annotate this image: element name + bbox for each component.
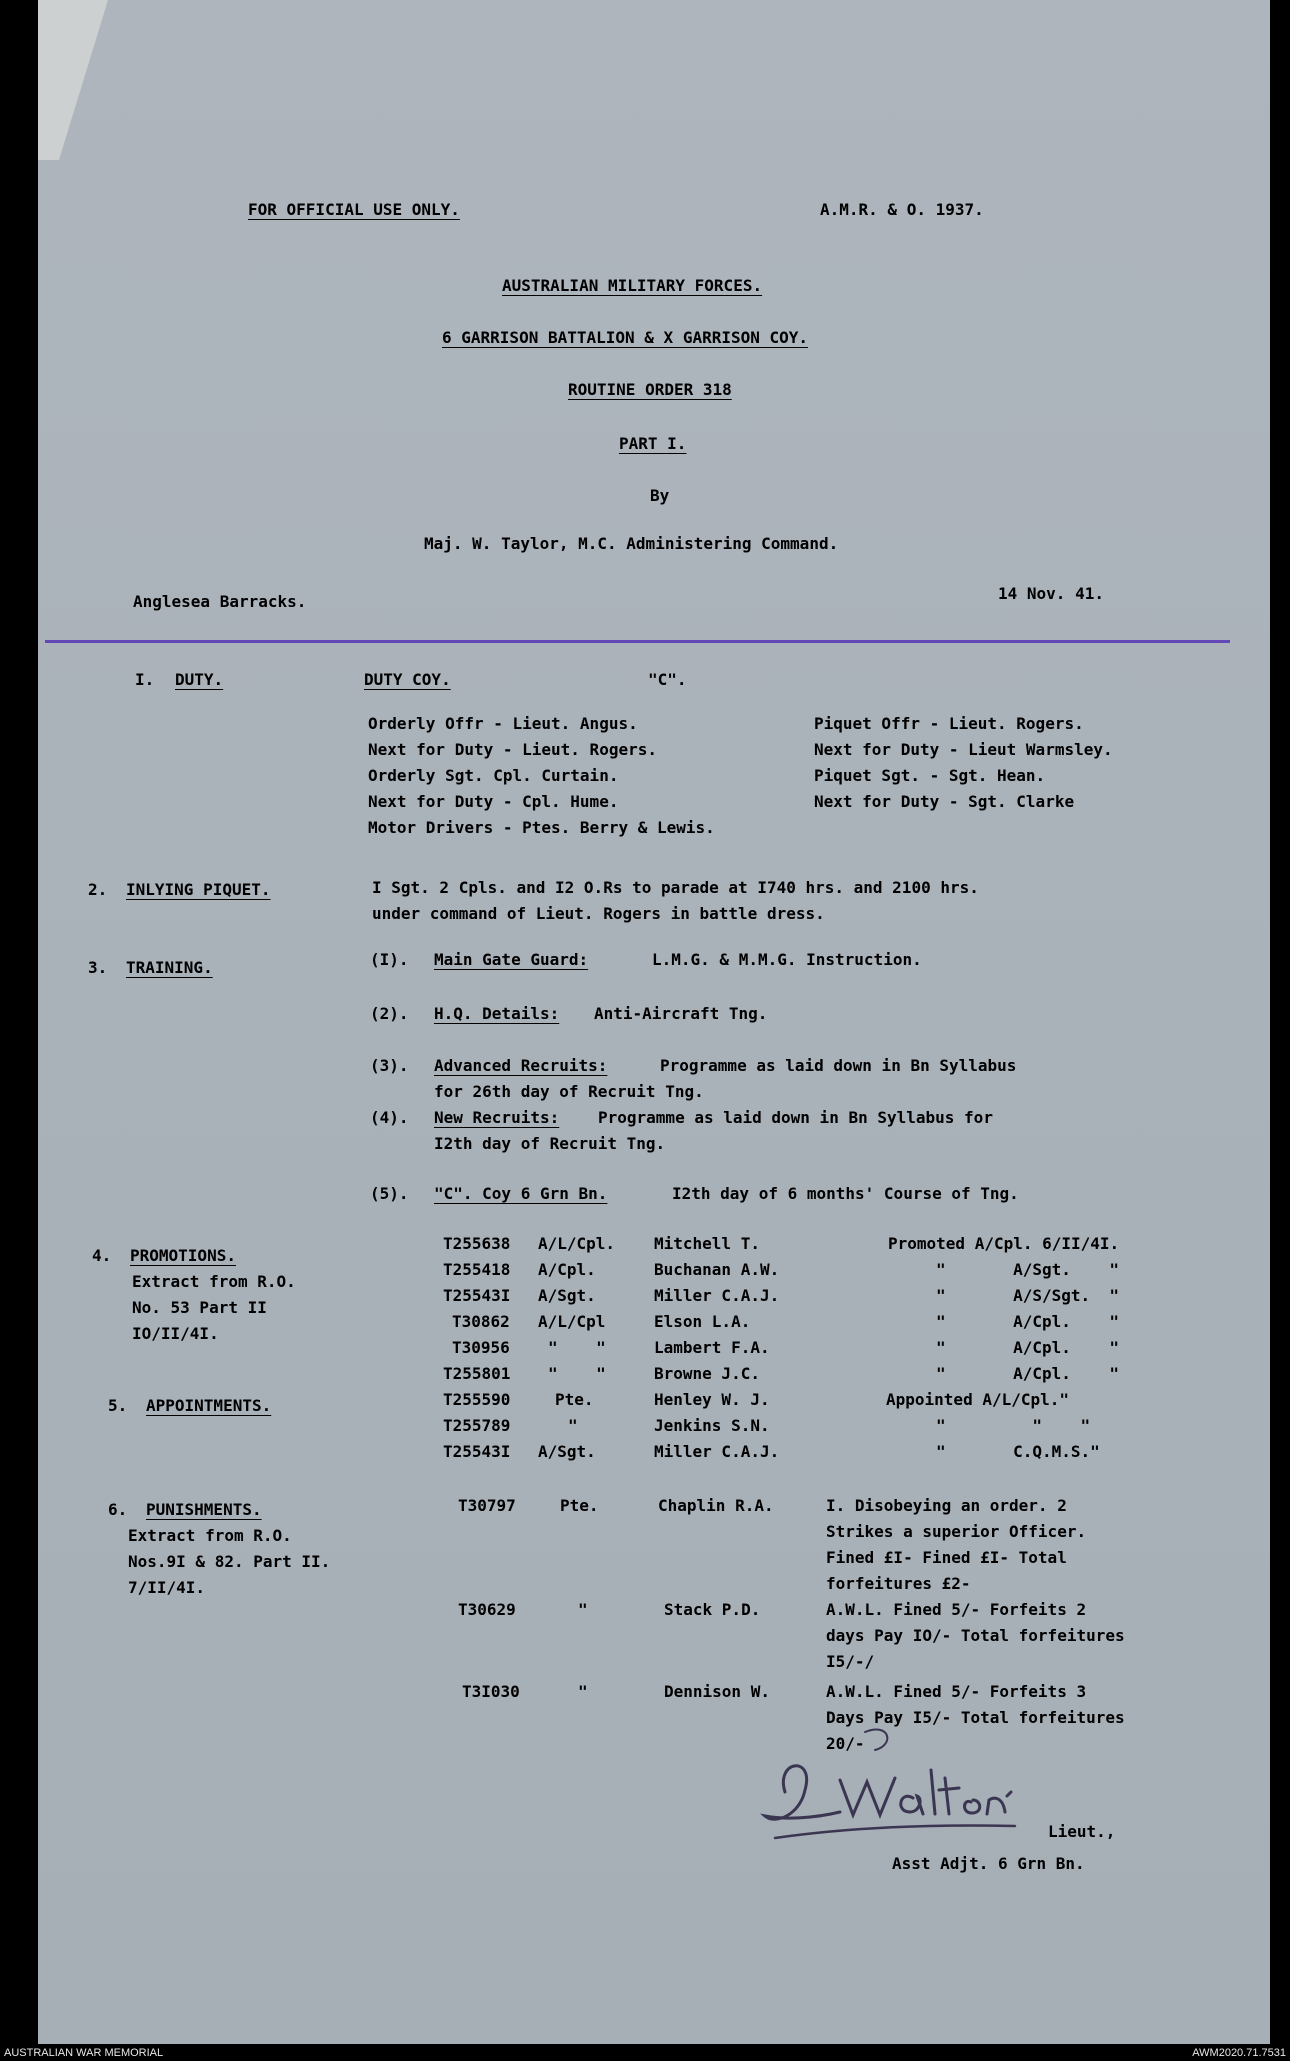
rank: " — [578, 1682, 588, 1701]
action: Promoted A/Cpl. 6/II/4I. — [888, 1234, 1120, 1253]
training-item-number: (2). — [370, 1004, 409, 1023]
soldier-name: Stack P.D. — [664, 1600, 761, 1619]
service-number: T255418 — [443, 1260, 511, 1279]
section-number: I. — [135, 670, 155, 689]
service-number: T25543I — [443, 1286, 511, 1305]
action: " A/Cpl. " — [936, 1364, 1120, 1383]
offence-line: 20/- — [826, 1734, 865, 1753]
rank: Pte. — [555, 1390, 594, 1409]
section-heading-training: TRAINING. — [126, 958, 213, 977]
rank: Pte. — [560, 1496, 599, 1515]
section-heading-appointments: APPOINTMENTS. — [146, 1396, 272, 1415]
soldier-name: Miller C.A.J. — [654, 1286, 780, 1305]
service-number: T30862 — [452, 1312, 510, 1331]
reference: A.M.R. & O. 1937. — [820, 200, 984, 219]
offence-line: Days Pay I5/- Total forfeitures — [826, 1708, 1125, 1727]
extract-line: No. 53 Part II — [132, 1298, 267, 1317]
duty-left-line: Next for Duty - Lieut. Rogers. — [368, 740, 657, 759]
section-number: 5. — [108, 1396, 128, 1415]
training-item-number: (4). — [370, 1108, 409, 1127]
training-item-text: Programme as laid down in Bn Syllabus for — [598, 1108, 993, 1127]
training-item-heading: "C". Coy 6 Grn Bn. — [434, 1184, 608, 1203]
offence-line: Fined £I- Fined £I- Total — [826, 1548, 1067, 1567]
soldier-name: Browne J.C. — [654, 1364, 760, 1383]
archive-footer — [0, 2046, 1290, 2061]
duty-left-line: Next for Duty - Cpl. Hume. — [368, 792, 619, 811]
action: " A/Sgt. " — [936, 1260, 1120, 1279]
service-number: T255638 — [443, 1234, 511, 1253]
soldier-name: Buchanan A.W. — [654, 1260, 780, 1279]
training-item-text: Programme as laid down in Bn Syllabus — [660, 1056, 1017, 1075]
training-item-heading: New Recruits: — [434, 1108, 560, 1127]
training-item-text: I2th day of 6 months' Course of Tng. — [672, 1184, 1019, 1203]
soldier-name: Chaplin R.A. — [658, 1496, 774, 1515]
unit-title: 6 GARRISON BATTALION & X GARRISON COY. — [442, 328, 809, 347]
location: Anglesea Barracks. — [133, 592, 307, 611]
training-item-number: (I). — [370, 950, 409, 969]
service-number: T255590 — [443, 1390, 511, 1409]
training-item-continuation: for 26th day of Recruit Tng. — [434, 1082, 704, 1101]
org-title: AUSTRALIAN MILITARY FORCES. — [502, 276, 763, 295]
rank: A/Cpl. — [538, 1260, 596, 1279]
action: " C.Q.M.S." — [936, 1442, 1100, 1461]
signatory-title: Asst Adjt. 6 Grn Bn. — [892, 1854, 1085, 1873]
section-number: 3. — [88, 958, 108, 977]
section-number: 4. — [92, 1246, 112, 1265]
service-number: T255789 — [443, 1416, 511, 1435]
date: 14 Nov. 41. — [998, 584, 1104, 603]
training-item-heading: Advanced Recruits: — [434, 1056, 608, 1075]
section-number: 2. — [88, 880, 108, 899]
section-number: 6. — [108, 1500, 128, 1519]
rank: A/L/Cpl. — [538, 1234, 616, 1253]
offence-line: A.W.L. Fined 5/- Forfeits 2 — [826, 1600, 1087, 1619]
divider — [45, 640, 1230, 643]
duty-right-line: Next for Duty - Lieut Warmsley. — [814, 740, 1113, 759]
signatory-rank: Lieut., — [1048, 1822, 1116, 1841]
soldier-name: Miller C.A.J. — [654, 1442, 780, 1461]
action: Appointed A/L/Cpl." — [886, 1390, 1070, 1409]
service-number: T30956 — [452, 1338, 510, 1357]
offence-line: forfeitures £2- — [826, 1574, 971, 1593]
handwritten-signature — [745, 1720, 1045, 1850]
training-item-continuation: I2th day of Recruit Tng. — [434, 1134, 666, 1153]
duty-left-line: Orderly Sgt. Cpl. Curtain. — [368, 766, 619, 785]
section-heading-inlying-piquet: INLYING PIQUET. — [126, 880, 271, 899]
archive-name: AUSTRALIAN WAR MEMORIAL — [4, 2047, 164, 2059]
soldier-name: Dennison W. — [664, 1682, 770, 1701]
offence-line: I5/-/ — [826, 1652, 875, 1671]
extract-line: Extract from R.O. — [132, 1272, 296, 1291]
soldier-name: Elson L.A. — [654, 1312, 751, 1331]
training-item-text: L.M.G. & M.M.G. Instruction. — [652, 950, 922, 969]
offence-line: days Pay IO/- Total forfeitures — [826, 1626, 1125, 1645]
by-label: By — [650, 486, 670, 505]
extract-line: 7/II/4I. — [128, 1578, 206, 1597]
archive-reference: AWM2020.71.7531 — [1192, 2047, 1286, 2059]
offence-line: Strikes a superior Officer. — [826, 1522, 1087, 1541]
extract-line: Extract from R.O. — [128, 1526, 292, 1545]
extract-line: IO/II/4I. — [132, 1324, 219, 1343]
training-item-heading: H.Q. Details: — [434, 1004, 560, 1023]
rank: " — [568, 1416, 578, 1435]
training-item-number: (5). — [370, 1184, 409, 1203]
duty-left-line: Orderly Offr - Lieut. Angus. — [368, 714, 638, 733]
inlying-line: under command of Lieut. Rogers in battle dress. — [372, 904, 825, 923]
duty-right-line: Piquet Offr - Lieut. Rogers. — [814, 714, 1084, 733]
extract-line: Nos.9I & 82. Part II. — [128, 1552, 331, 1571]
action: " A/S/Sgt. " — [936, 1286, 1120, 1305]
service-number: T3I030 — [462, 1682, 520, 1701]
service-number: T30797 — [458, 1496, 516, 1515]
training-item-number: (3). — [370, 1056, 409, 1075]
duty-right-line: Next for Duty - Sgt. Clarke — [814, 792, 1075, 811]
rank: A/Sgt. — [538, 1442, 596, 1461]
classification: FOR OFFICIAL USE ONLY. — [248, 200, 460, 219]
duty-coy-value: "C". — [648, 670, 687, 689]
section-heading-promotions: PROMOTIONS. — [130, 1246, 236, 1265]
training-item-text: Anti-Aircraft Tng. — [594, 1004, 768, 1023]
section-heading-duty: DUTY. — [175, 670, 224, 689]
service-number: T255801 — [443, 1364, 511, 1383]
rank: " — [578, 1600, 588, 1619]
rank: " " — [548, 1364, 606, 1383]
soldier-name: Jenkins S.N. — [654, 1416, 770, 1435]
soldier-name: Henley W. J. — [654, 1390, 770, 1409]
commander: Maj. W. Taylor, M.C. Administering Command. — [424, 534, 839, 553]
soldier-name: Lambert F.A. — [654, 1338, 770, 1357]
training-item-heading: Main Gate Guard: — [434, 950, 589, 969]
rank: " " — [548, 1338, 606, 1357]
order-title: ROUTINE ORDER 318 — [568, 380, 732, 399]
duty-right-line: Piquet Sgt. - Sgt. Hean. — [814, 766, 1046, 785]
action: " A/Cpl. " — [936, 1312, 1120, 1331]
action: " A/Cpl. " — [936, 1338, 1120, 1357]
soldier-name: Mitchell T. — [654, 1234, 760, 1253]
inlying-line: I Sgt. 2 Cpls. and I2 O.Rs to parade at I740 hrs. and 2100 hrs. — [372, 878, 979, 897]
offence-line: A.W.L. Fined 5/- Forfeits 3 — [826, 1682, 1087, 1701]
duty-left-line: Motor Drivers - Ptes. Berry & Lewis. — [368, 818, 715, 837]
part-title: PART I. — [619, 434, 687, 453]
service-number: T25543I — [443, 1442, 511, 1461]
rank: A/Sgt. — [538, 1286, 596, 1305]
action: " " " — [936, 1416, 1091, 1435]
duty-coy-label: DUTY COY. — [364, 670, 451, 689]
rank: A/L/Cpl — [538, 1312, 606, 1331]
section-heading-punishments: PUNISHMENTS. — [146, 1500, 262, 1519]
service-number: T30629 — [458, 1600, 516, 1619]
offence-line: I. Disobeying an order. 2 — [826, 1496, 1067, 1515]
